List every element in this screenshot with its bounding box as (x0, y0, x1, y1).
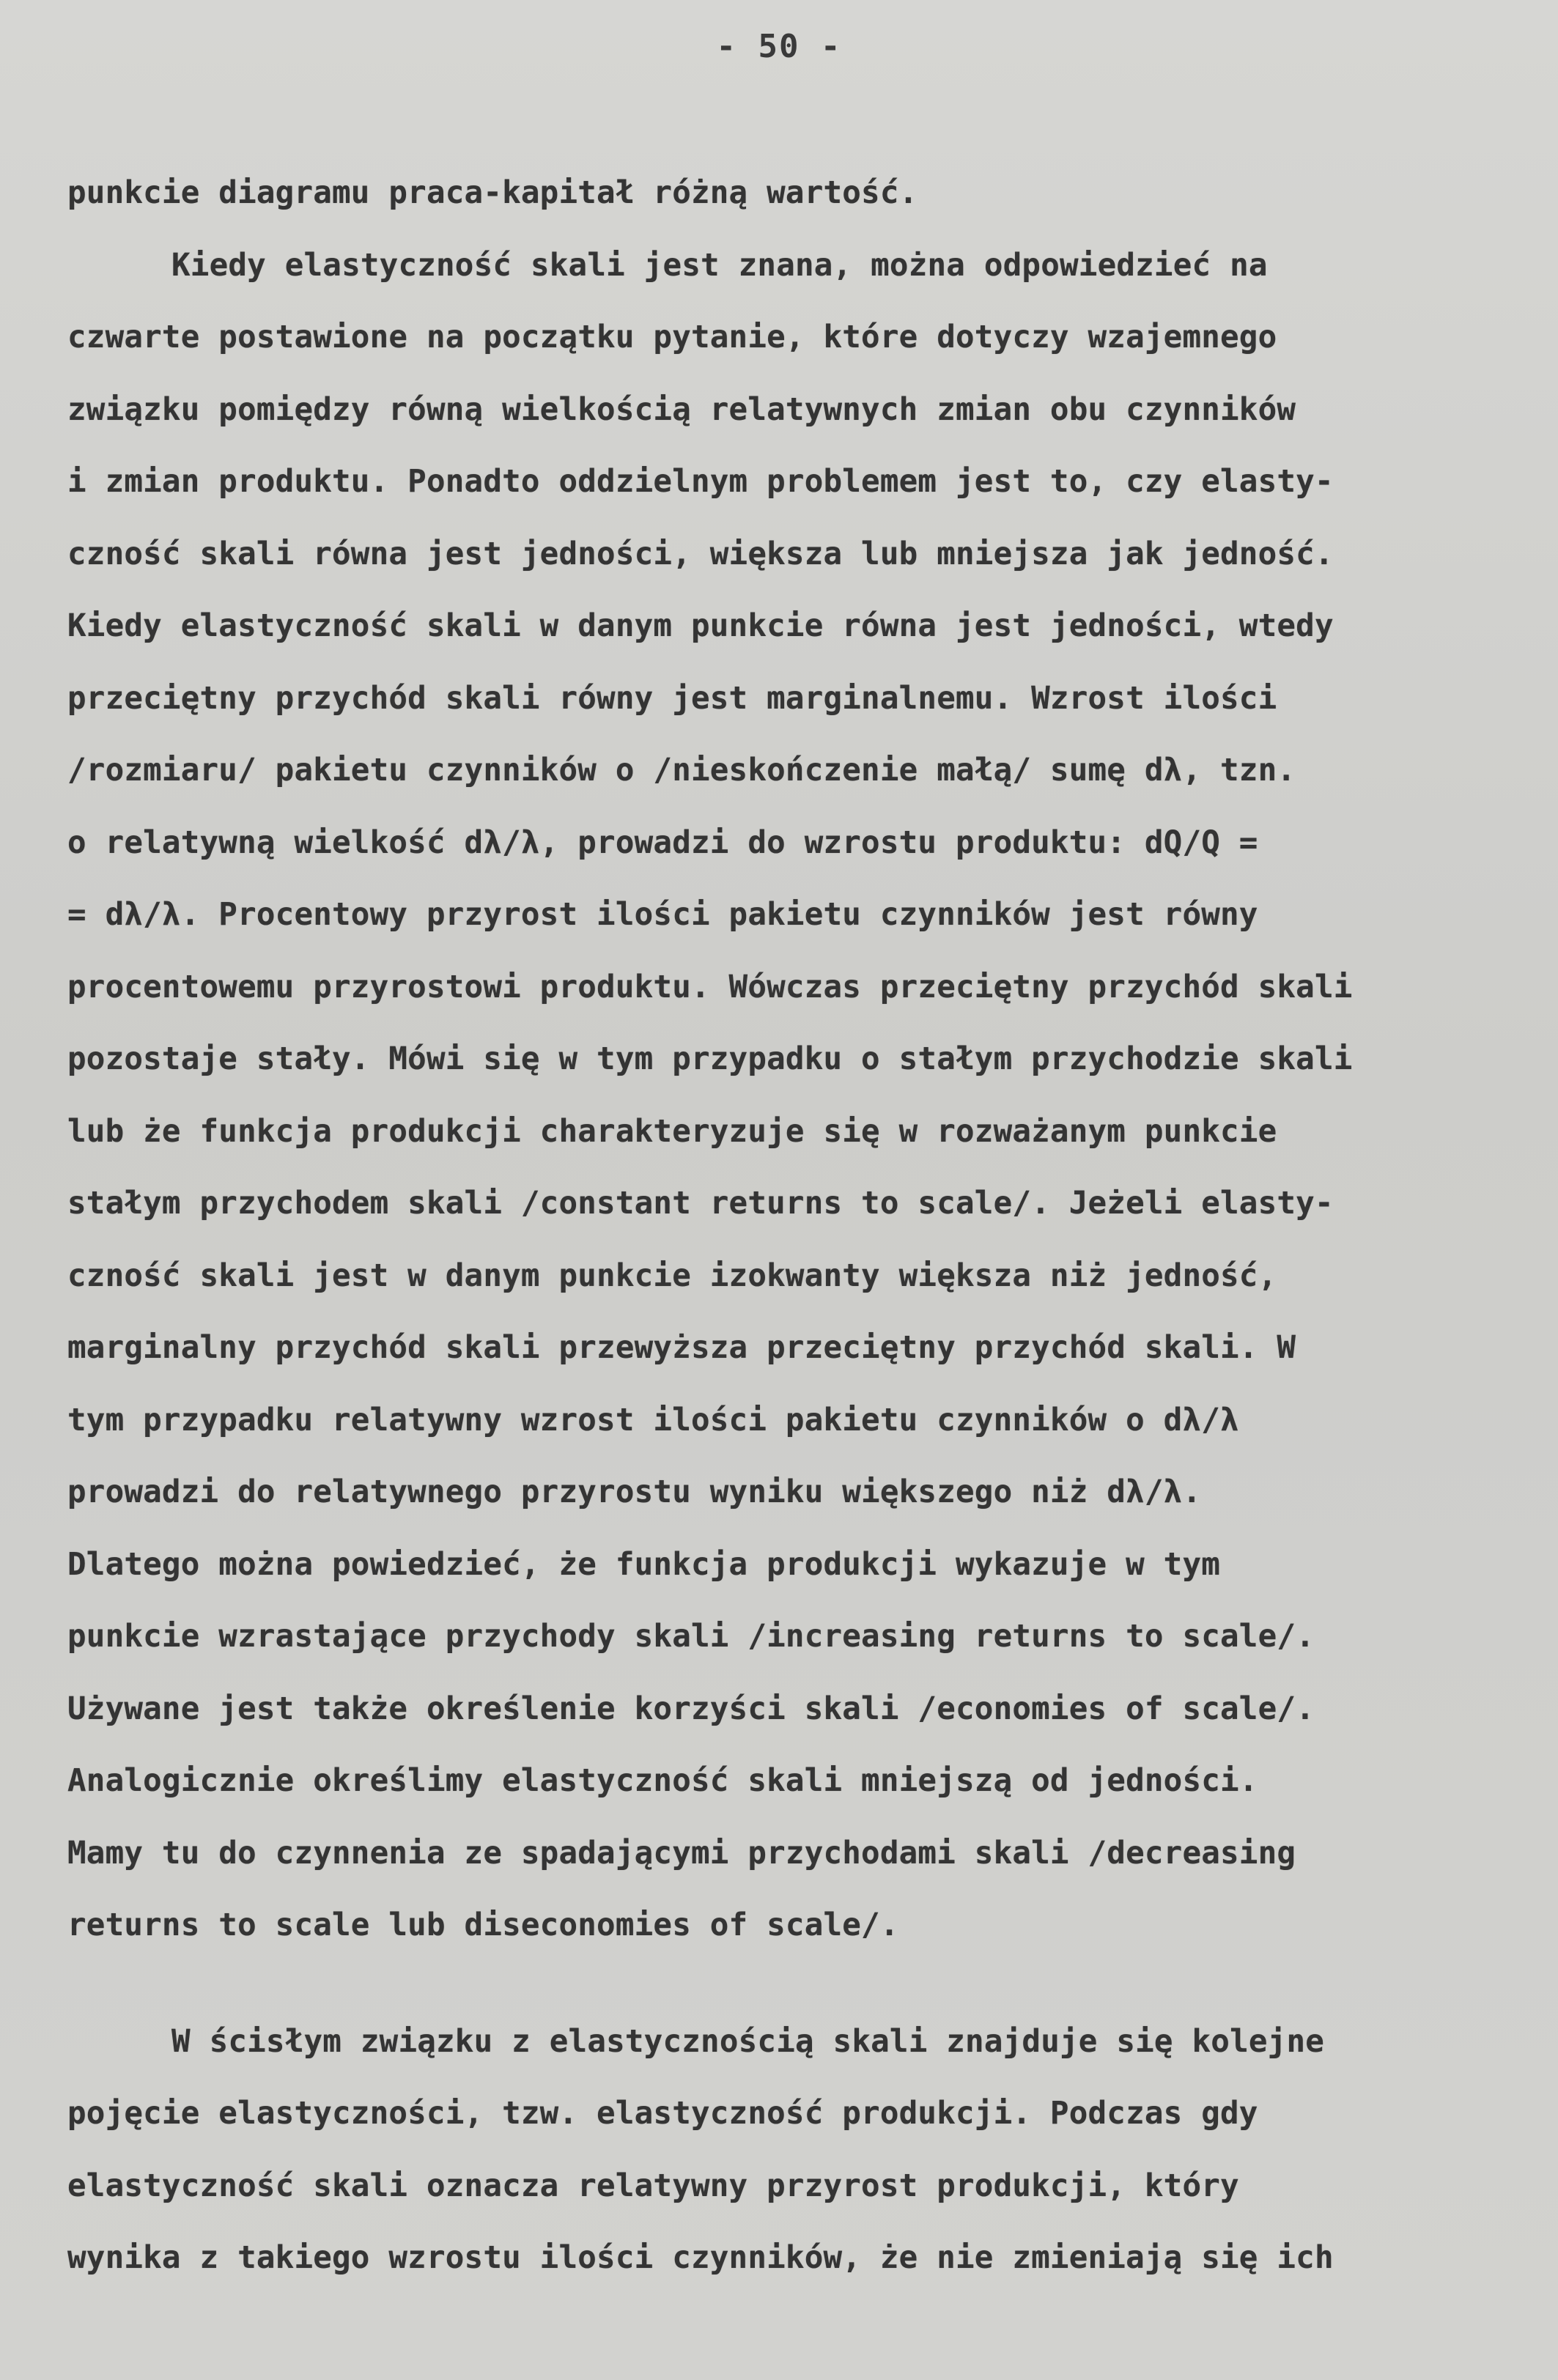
text-line: prowadzi do relatywnego przyrostu wyniku większego niż dλ/λ. (67, 1474, 1202, 1510)
text-line: Analogicznie określimy elastyczność skali mniejszą od jedności. (67, 1763, 1258, 1799)
text-line: procentowemu przyrostowi produktu. Wówczas przeciętny przychód skali (67, 969, 1353, 1005)
text-line: elastyczność skali oznacza relatywny przyrost produkcji, który (67, 2168, 1239, 2204)
text-line: i zmian produktu. Ponadto oddzielnym problemem jest to, czy elasty- (67, 464, 1334, 500)
text-line: pozostaje stały. Mówi się w tym przypadku o stałym przychodzie skali (67, 1041, 1353, 1077)
text-line: czność skali równa jest jedności, większa lub mniejsza jak jedność. (67, 536, 1334, 572)
text-line: pojęcie elastyczności, tzw. elastyczność produkcji. Podczas gdy (67, 2096, 1258, 2132)
text-line: Kiedy elastyczność skali w danym punkcie równa jest jedności, wtedy (67, 608, 1334, 644)
text-line: Dlatego można powiedzieć, że funkcja produkcji wykazuje w tym (67, 1546, 1221, 1583)
text-line: Mamy tu do czynnenia ze spadającymi przychodami skali /decreasing (67, 1835, 1296, 1871)
text-line: Używane jest także określenie korzyści skali /economies of scale/. (67, 1690, 1315, 1727)
body-text (67, 158, 1540, 2295)
text-line: punkcie diagramu praca-kapitał różną wartość. (67, 175, 918, 211)
text-line: związku pomiędzy równą wielkością relatywnych zmian obu czynników (67, 391, 1296, 428)
text-line: przeciętny przychód skali równy jest marginalnemu. Wzrost ilości (67, 680, 1277, 717)
text-line: czwarte postawione na początku pytanie, które dotyczy wzajemnego (67, 319, 1277, 355)
text-line: returns to scale lub diseconomies of scale/. (67, 1907, 899, 1943)
text-line: czność skali jest w danym punkcie izokwanty większa niż jedność, (67, 1257, 1277, 1294)
text-line: lub że funkcja produkcji charakteryzuje się w rozważanym punkcie (67, 1113, 1277, 1150)
page-number: - 50 - (716, 28, 842, 65)
text-line: tym przypadku relatywny wzrost ilości pakietu czynników o dλ/λ (67, 1402, 1239, 1438)
text-line: Kiedy elastyczność skali jest znana, można odpowiedzieć na (171, 247, 1268, 284)
text-line: /rozmiaru/ pakietu czynników o /nieskończenie małą/ sumę dλ, tzn. (67, 753, 1296, 788)
text-line: stałym przychodem skali /constant returns to scale/. Jeżeli elasty- (67, 1186, 1334, 1222)
text-line: marginalny przychód skali przewyższa przeciętny przychód skali. W (67, 1330, 1296, 1366)
paragraph-gap (67, 1962, 1540, 2006)
text-line: o relatywną wielkość dλ/λ, prowadzi do wzrostu produktu: dQ/Q = (67, 824, 1258, 861)
text-line: punkcie wzrastające przychody skali /increasing returns to scale/. (67, 1619, 1315, 1655)
text-line: = dλ/λ. Procentowy przyrost ilości pakietu czynników jest równy (67, 897, 1258, 933)
text-line: W ścisłym związku z elastycznością skali znajduje się kolejne (171, 2023, 1325, 2060)
text-line: wynika z takiego wzrostu ilości czynników, że nie zmieniają się ich (67, 2240, 1334, 2276)
